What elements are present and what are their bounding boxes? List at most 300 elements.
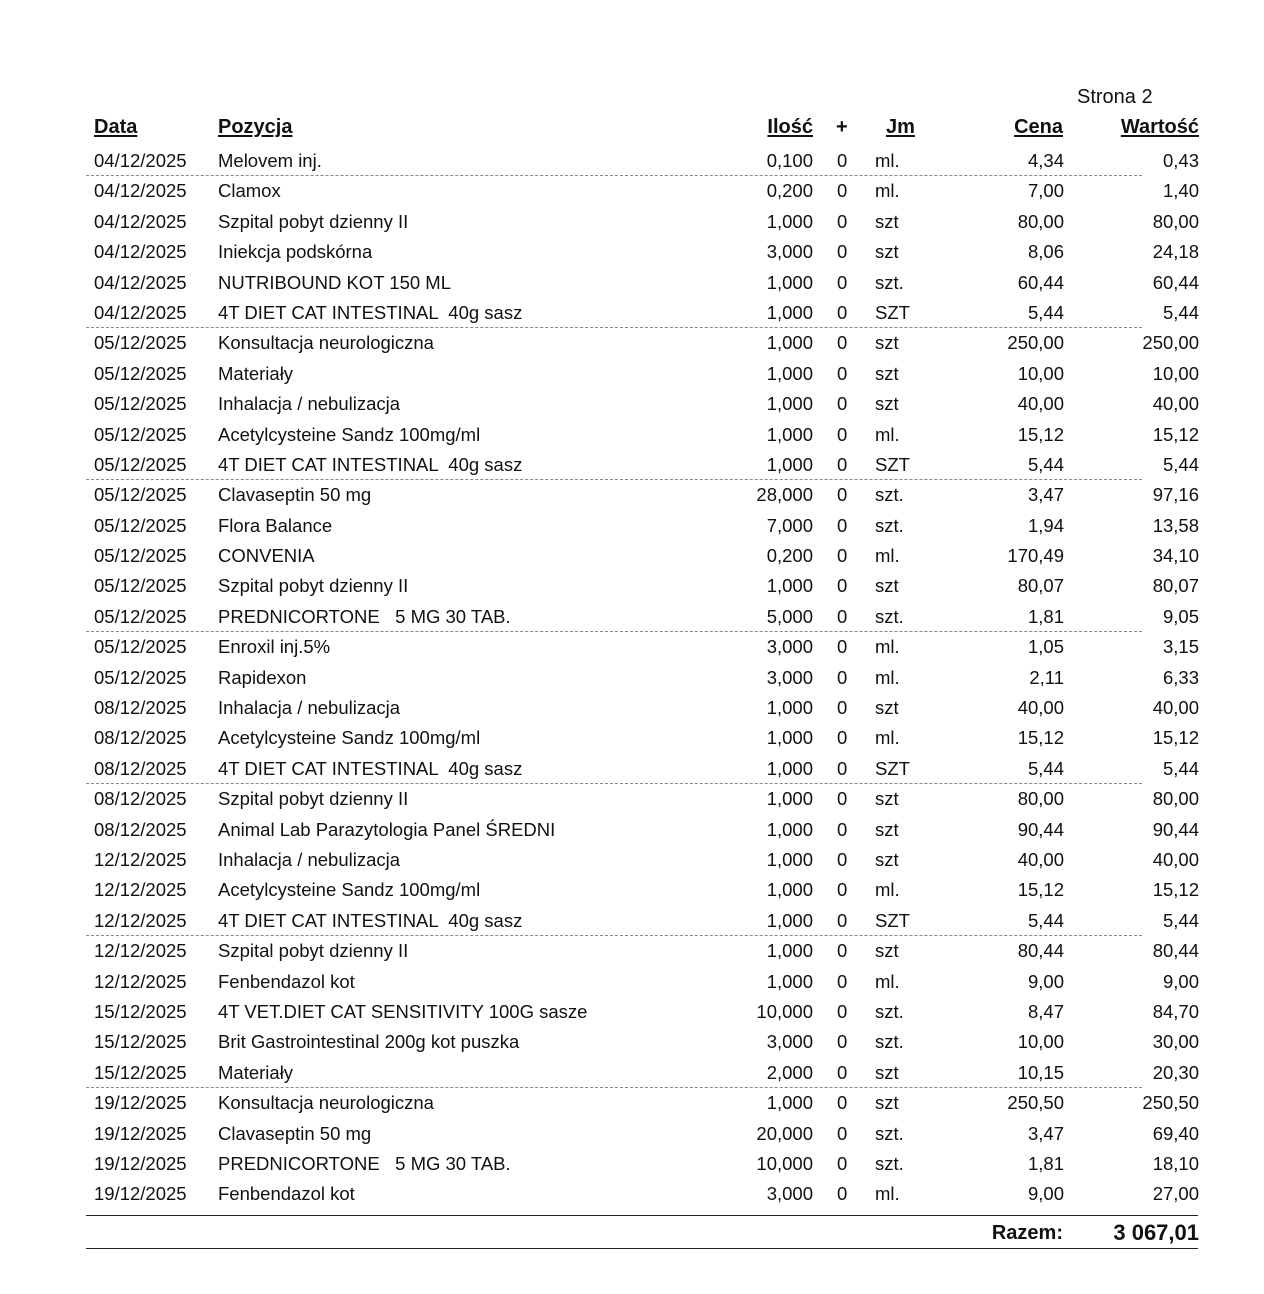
cell-price: 90,44 bbox=[1017, 818, 1064, 840]
cell-position: Flora Balance bbox=[218, 514, 333, 536]
cell-price: 4,34 bbox=[1027, 150, 1064, 171]
cell-unit: szt. bbox=[875, 271, 904, 293]
cell-value: 18,10 bbox=[1152, 1152, 1199, 1174]
cell-value: 97,16 bbox=[1152, 484, 1199, 506]
cell-value: 5,44 bbox=[1162, 301, 1199, 323]
cell-qty: 1,000 bbox=[766, 970, 813, 992]
cell-plus: 0 bbox=[837, 818, 848, 840]
cell-qty: 1,000 bbox=[766, 727, 813, 749]
cell-qty: 3,000 bbox=[766, 241, 813, 263]
cell-date: 19/12/2025 bbox=[94, 1092, 187, 1114]
table-row bbox=[0, 268, 1264, 298]
table-row bbox=[0, 1119, 1264, 1149]
cell-value: 90,44 bbox=[1152, 818, 1199, 840]
cell-plus: 0 bbox=[837, 1000, 848, 1022]
cell-date: 05/12/2025 bbox=[94, 423, 187, 445]
cell-date: 05/12/2025 bbox=[94, 332, 187, 354]
cell-qty: 1,000 bbox=[766, 271, 813, 293]
cell-unit: szt bbox=[875, 362, 899, 384]
cell-qty: 1,000 bbox=[766, 301, 813, 323]
cell-date: 05/12/2025 bbox=[94, 453, 187, 475]
cell-unit: szt bbox=[875, 393, 899, 415]
cell-price: 3,47 bbox=[1027, 1122, 1064, 1144]
cell-price: 7,00 bbox=[1027, 180, 1064, 202]
cell-position: CONVENIA bbox=[218, 545, 315, 567]
row-separator bbox=[86, 783, 1142, 784]
cell-qty: 1,000 bbox=[766, 575, 813, 597]
table-row bbox=[0, 237, 1264, 267]
table-row bbox=[0, 845, 1264, 875]
cell-unit: ml. bbox=[875, 970, 900, 992]
cell-date: 08/12/2025 bbox=[94, 788, 187, 810]
cell-plus: 0 bbox=[837, 697, 848, 719]
cell-price: 10,15 bbox=[1017, 1061, 1064, 1083]
cell-qty: 1,000 bbox=[766, 818, 813, 840]
cell-qty: 1,000 bbox=[766, 697, 813, 719]
cell-qty: 3,000 bbox=[766, 636, 813, 658]
row-separator bbox=[86, 935, 1142, 936]
cell-price: 1,94 bbox=[1027, 514, 1064, 536]
cell-plus: 0 bbox=[837, 271, 848, 293]
cell-qty: 1,000 bbox=[766, 423, 813, 445]
cell-position: Szpital pobyt dzienny II bbox=[218, 788, 409, 810]
cell-value: 10,00 bbox=[1152, 362, 1199, 384]
cell-qty: 1,000 bbox=[766, 879, 813, 901]
header-date: Data bbox=[94, 116, 138, 138]
cell-price: 15,12 bbox=[1017, 879, 1064, 901]
cell-position: Enroxil inj.5% bbox=[218, 636, 331, 658]
cell-position: Animal Lab Parazytologia Panel ŚREDNI bbox=[218, 818, 556, 840]
cell-date: 15/12/2025 bbox=[94, 1031, 187, 1053]
cell-date: 04/12/2025 bbox=[94, 150, 187, 171]
cell-price: 80,00 bbox=[1017, 788, 1064, 810]
cell-price: 3,47 bbox=[1027, 484, 1064, 506]
cell-position: Clamox bbox=[218, 180, 281, 202]
cell-position: Clavaseptin 50 mg bbox=[218, 484, 372, 506]
table-row bbox=[0, 997, 1264, 1027]
cell-unit: szt bbox=[875, 210, 899, 232]
cell-price: 2,11 bbox=[1029, 666, 1064, 688]
cell-value: 13,58 bbox=[1152, 514, 1199, 536]
cell-price: 15,12 bbox=[1017, 423, 1064, 445]
cell-position: Brit Gastrointestinal 200g kot puszka bbox=[218, 1031, 520, 1053]
cell-position: Konsultacja neurologiczna bbox=[218, 332, 434, 354]
table-row bbox=[0, 420, 1264, 450]
cell-value: 69,40 bbox=[1152, 1122, 1199, 1144]
cell-value: 0,43 bbox=[1162, 150, 1199, 171]
cell-value: 40,00 bbox=[1152, 393, 1199, 415]
table-row bbox=[0, 450, 1264, 480]
cell-position: Acetylcysteine Sandz 100mg/ml bbox=[218, 879, 481, 901]
cell-plus: 0 bbox=[837, 727, 848, 749]
cell-date: 05/12/2025 bbox=[94, 636, 187, 658]
table-row bbox=[0, 1088, 1264, 1118]
header-position: Pozycja bbox=[218, 116, 293, 138]
cell-date: 05/12/2025 bbox=[94, 393, 187, 415]
cell-qty: 0,200 bbox=[766, 180, 813, 202]
total-divider-top bbox=[86, 1215, 1198, 1216]
cell-position: Szpital pobyt dzienny II bbox=[218, 210, 409, 232]
cell-unit: SZT bbox=[875, 909, 910, 931]
cell-plus: 0 bbox=[837, 241, 848, 263]
cell-qty: 10,000 bbox=[756, 1152, 813, 1174]
cell-value: 250,00 bbox=[1142, 332, 1199, 354]
row-separator bbox=[86, 631, 1142, 632]
cell-plus: 0 bbox=[837, 1183, 848, 1205]
table-row bbox=[0, 1058, 1264, 1088]
cell-position: Acetylcysteine Sandz 100mg/ml bbox=[218, 423, 481, 445]
cell-unit: szt bbox=[875, 818, 899, 840]
cell-unit: szt bbox=[875, 697, 899, 719]
cell-position: Szpital pobyt dzienny II bbox=[218, 940, 409, 962]
cell-price: 80,44 bbox=[1017, 940, 1064, 962]
cell-date: 12/12/2025 bbox=[94, 909, 187, 931]
cell-date: 08/12/2025 bbox=[94, 697, 187, 719]
cell-unit: szt. bbox=[875, 1031, 904, 1053]
cell-unit: szt. bbox=[875, 605, 904, 627]
cell-date: 04/12/2025 bbox=[94, 241, 187, 263]
cell-qty: 1,000 bbox=[766, 757, 813, 779]
cell-qty: 1,000 bbox=[766, 393, 813, 415]
cell-qty: 1,000 bbox=[766, 362, 813, 384]
cell-plus: 0 bbox=[837, 393, 848, 415]
table-row bbox=[0, 207, 1264, 237]
cell-value: 5,44 bbox=[1162, 757, 1199, 779]
cell-price: 1,81 bbox=[1027, 1152, 1064, 1174]
cell-position: 4T VET.DIET CAT SENSITIVITY 100G sasze bbox=[218, 1000, 588, 1022]
cell-price: 40,00 bbox=[1017, 848, 1064, 870]
cell-unit: ml. bbox=[875, 636, 900, 658]
table-row bbox=[0, 389, 1264, 419]
cell-unit: szt bbox=[875, 1061, 899, 1083]
table-row bbox=[0, 632, 1264, 662]
cell-qty: 3,000 bbox=[766, 1183, 813, 1205]
table-row bbox=[0, 1027, 1264, 1057]
row-separator bbox=[86, 479, 1142, 480]
cell-value: 40,00 bbox=[1152, 697, 1199, 719]
cell-unit: ml. bbox=[875, 180, 900, 202]
cell-qty: 1,000 bbox=[766, 788, 813, 810]
cell-value: 5,44 bbox=[1162, 453, 1199, 475]
cell-unit: ml. bbox=[875, 879, 900, 901]
cell-unit: ml. bbox=[875, 666, 900, 688]
cell-plus: 0 bbox=[837, 1092, 848, 1114]
table-row bbox=[0, 754, 1264, 784]
cell-qty: 1,000 bbox=[766, 848, 813, 870]
cell-position: PREDNICORTONE 5 MG 30 TAB. bbox=[218, 1152, 511, 1174]
cell-date: 08/12/2025 bbox=[94, 818, 187, 840]
cell-plus: 0 bbox=[837, 484, 848, 506]
cell-date: 12/12/2025 bbox=[94, 940, 187, 962]
cell-date: 19/12/2025 bbox=[94, 1183, 187, 1205]
cell-date: 05/12/2025 bbox=[94, 666, 187, 688]
table-row bbox=[0, 906, 1264, 936]
row-separator bbox=[86, 1087, 1142, 1088]
cell-value: 24,18 bbox=[1152, 241, 1199, 263]
table-row bbox=[0, 936, 1264, 966]
cell-date: 15/12/2025 bbox=[94, 1000, 187, 1022]
cell-qty: 1,000 bbox=[766, 909, 813, 931]
cell-plus: 0 bbox=[837, 1152, 848, 1174]
cell-plus: 0 bbox=[837, 970, 848, 992]
cell-price: 5,44 bbox=[1027, 909, 1064, 931]
cell-value: 5,44 bbox=[1162, 909, 1199, 931]
cell-qty: 1,000 bbox=[766, 453, 813, 475]
cell-qty: 1,000 bbox=[766, 332, 813, 354]
cell-date: 05/12/2025 bbox=[94, 605, 187, 627]
cell-qty: 2,000 bbox=[766, 1061, 813, 1083]
cell-value: 40,00 bbox=[1152, 848, 1199, 870]
cell-price: 9,00 bbox=[1027, 970, 1064, 992]
cell-plus: 0 bbox=[837, 940, 848, 962]
cell-unit: szt. bbox=[875, 514, 904, 536]
cell-value: 60,44 bbox=[1152, 271, 1199, 293]
cell-price: 8,06 bbox=[1027, 241, 1064, 263]
cell-plus: 0 bbox=[837, 788, 848, 810]
table-row bbox=[0, 967, 1264, 997]
header-qty: Ilość bbox=[767, 116, 813, 138]
cell-price: 15,12 bbox=[1017, 727, 1064, 749]
cell-position: Rapidexon bbox=[218, 666, 307, 688]
cell-date: 08/12/2025 bbox=[94, 757, 187, 779]
cell-date: 04/12/2025 bbox=[94, 301, 187, 323]
cell-position: Clavaseptin 50 mg bbox=[218, 1122, 372, 1144]
cell-date: 12/12/2025 bbox=[94, 848, 187, 870]
cell-price: 5,44 bbox=[1027, 301, 1064, 323]
cell-value: 15,12 bbox=[1152, 727, 1199, 749]
cell-date: 05/12/2025 bbox=[94, 484, 187, 506]
cell-plus: 0 bbox=[837, 909, 848, 931]
cell-date: 15/12/2025 bbox=[94, 1061, 187, 1083]
cell-qty: 10,000 bbox=[756, 1000, 813, 1022]
table-row bbox=[0, 723, 1264, 753]
cell-price: 170,49 bbox=[1007, 545, 1064, 567]
cell-price: 80,00 bbox=[1017, 210, 1064, 232]
cell-date: 04/12/2025 bbox=[94, 210, 187, 232]
cell-date: 12/12/2025 bbox=[94, 970, 187, 992]
cell-value: 30,00 bbox=[1152, 1031, 1199, 1053]
cell-price: 9,00 bbox=[1027, 1183, 1064, 1205]
cell-qty: 1,000 bbox=[766, 940, 813, 962]
cell-price: 80,07 bbox=[1017, 575, 1064, 597]
row-separator bbox=[86, 327, 1142, 328]
header-unit: Jm bbox=[886, 116, 915, 138]
cell-unit: ml. bbox=[875, 423, 900, 445]
cell-position: 4T DIET CAT INTESTINAL 40g sasz bbox=[218, 909, 523, 931]
cell-unit: szt bbox=[875, 940, 899, 962]
cell-unit: szt bbox=[875, 848, 899, 870]
cell-unit: szt. bbox=[875, 484, 904, 506]
cell-date: 08/12/2025 bbox=[94, 727, 187, 749]
cell-value: 20,30 bbox=[1152, 1061, 1199, 1083]
cell-position: Inhalacja / nebulizacja bbox=[218, 848, 401, 870]
cell-date: 19/12/2025 bbox=[94, 1122, 187, 1144]
cell-position: Iniekcja podskórna bbox=[218, 241, 373, 263]
cell-unit: ml. bbox=[875, 545, 900, 567]
cell-unit: szt. bbox=[875, 1000, 904, 1022]
cell-unit: SZT bbox=[875, 453, 910, 475]
table-row bbox=[0, 359, 1264, 389]
table-row bbox=[0, 1149, 1264, 1179]
cell-date: 04/12/2025 bbox=[94, 271, 187, 293]
cell-unit: szt bbox=[875, 1092, 899, 1114]
cell-plus: 0 bbox=[837, 879, 848, 901]
cell-plus: 0 bbox=[837, 666, 848, 688]
cell-price: 250,00 bbox=[1007, 332, 1064, 354]
cell-date: 05/12/2025 bbox=[94, 514, 187, 536]
cell-unit: szt bbox=[875, 241, 899, 263]
cell-value: 80,07 bbox=[1152, 575, 1199, 597]
cell-qty: 7,000 bbox=[766, 514, 813, 536]
cell-position: Inhalacja / nebulizacja bbox=[218, 393, 401, 415]
cell-value: 1,40 bbox=[1162, 180, 1199, 202]
cell-position: PREDNICORTONE 5 MG 30 TAB. bbox=[218, 605, 511, 627]
cell-price: 5,44 bbox=[1027, 453, 1064, 475]
cell-date: 05/12/2025 bbox=[94, 362, 187, 384]
table-row bbox=[0, 663, 1264, 693]
table-row bbox=[0, 298, 1264, 328]
table-row bbox=[0, 693, 1264, 723]
cell-value: 80,44 bbox=[1152, 940, 1199, 962]
cell-price: 1,05 bbox=[1027, 636, 1064, 658]
cell-value: 80,00 bbox=[1152, 210, 1199, 232]
cell-unit: ml. bbox=[875, 727, 900, 749]
cell-price: 10,00 bbox=[1017, 1031, 1064, 1053]
table-row bbox=[0, 1179, 1264, 1209]
cell-plus: 0 bbox=[837, 453, 848, 475]
cell-unit: szt bbox=[875, 575, 899, 597]
cell-price: 40,00 bbox=[1017, 393, 1064, 415]
cell-date: 19/12/2025 bbox=[94, 1152, 187, 1174]
cell-position: Materiały bbox=[218, 362, 294, 384]
cell-position: NUTRIBOUND KOT 150 ML bbox=[218, 271, 452, 293]
table-row bbox=[0, 875, 1264, 905]
cell-price: 10,00 bbox=[1017, 362, 1064, 384]
cell-value: 9,00 bbox=[1162, 970, 1199, 992]
table-row bbox=[0, 541, 1264, 571]
cell-plus: 0 bbox=[837, 301, 848, 323]
cell-price: 5,44 bbox=[1027, 757, 1064, 779]
cell-position: Acetylcysteine Sandz 100mg/ml bbox=[218, 727, 481, 749]
header-plus: + bbox=[836, 116, 848, 138]
cell-value: 15,12 bbox=[1152, 423, 1199, 445]
cell-position: 4T DIET CAT INTESTINAL 40g sasz bbox=[218, 453, 523, 475]
cell-value: 80,00 bbox=[1152, 788, 1199, 810]
table-row bbox=[0, 328, 1264, 358]
cell-date: 05/12/2025 bbox=[94, 545, 187, 567]
table-row bbox=[0, 146, 1264, 176]
cell-position: 4T DIET CAT INTESTINAL 40g sasz bbox=[218, 757, 523, 779]
cell-unit: SZT bbox=[875, 301, 910, 323]
cell-qty: 3,000 bbox=[766, 1031, 813, 1053]
cell-price: 40,00 bbox=[1017, 697, 1064, 719]
cell-unit: szt bbox=[875, 332, 899, 354]
cell-plus: 0 bbox=[837, 423, 848, 445]
cell-qty: 5,000 bbox=[766, 605, 813, 627]
cell-unit: SZT bbox=[875, 757, 910, 779]
cell-value: 84,70 bbox=[1152, 1000, 1199, 1022]
total-label: Razem: bbox=[991, 1222, 1063, 1244]
cell-plus: 0 bbox=[837, 636, 848, 658]
cell-plus: 0 bbox=[837, 362, 848, 384]
cell-qty: 28,000 bbox=[756, 484, 813, 506]
cell-position: 4T DIET CAT INTESTINAL 40g sasz bbox=[218, 301, 523, 323]
table-header bbox=[0, 116, 1264, 146]
cell-qty: 1,000 bbox=[766, 1092, 813, 1114]
cell-price: 8,47 bbox=[1027, 1000, 1064, 1022]
cell-unit: szt. bbox=[875, 1152, 904, 1174]
cell-position: Konsultacja neurologiczna bbox=[218, 1092, 434, 1114]
header-price: Cena bbox=[1014, 116, 1063, 138]
cell-plus: 0 bbox=[837, 757, 848, 779]
cell-plus: 0 bbox=[837, 1061, 848, 1083]
cell-value: 34,10 bbox=[1152, 545, 1199, 567]
table-row bbox=[0, 602, 1264, 632]
cell-plus: 0 bbox=[837, 150, 848, 171]
row-separator bbox=[86, 175, 1142, 176]
page-number: Strona 2 bbox=[1077, 86, 1153, 108]
cell-position: Materiały bbox=[218, 1061, 294, 1083]
cell-plus: 0 bbox=[837, 210, 848, 232]
cell-date: 04/12/2025 bbox=[94, 180, 187, 202]
cell-unit: szt. bbox=[875, 1122, 904, 1144]
cell-value: 9,05 bbox=[1162, 605, 1199, 627]
cell-qty: 0,100 bbox=[766, 150, 813, 171]
table-row bbox=[0, 511, 1264, 541]
total-value: 3 067,01 bbox=[1113, 1220, 1199, 1245]
cell-position: Fenbendazol kot bbox=[218, 970, 355, 992]
cell-price: 250,50 bbox=[1007, 1092, 1064, 1114]
table-row bbox=[0, 176, 1264, 206]
cell-qty: 3,000 bbox=[766, 666, 813, 688]
items-table bbox=[0, 146, 1264, 1210]
cell-unit: ml. bbox=[875, 1183, 900, 1205]
cell-position: Inhalacja / nebulizacja bbox=[218, 697, 401, 719]
cell-unit: szt bbox=[875, 788, 899, 810]
cell-plus: 0 bbox=[837, 545, 848, 567]
table-row bbox=[0, 815, 1264, 845]
cell-price: 60,44 bbox=[1017, 271, 1064, 293]
cell-value: 15,12 bbox=[1152, 879, 1199, 901]
cell-value: 27,00 bbox=[1152, 1183, 1199, 1205]
table-row bbox=[0, 480, 1264, 510]
cell-position: Szpital pobyt dzienny II bbox=[218, 575, 409, 597]
cell-position: Melovem inj. bbox=[218, 150, 322, 171]
total-divider-bottom bbox=[86, 1248, 1198, 1249]
cell-plus: 0 bbox=[837, 332, 848, 354]
cell-value: 250,50 bbox=[1142, 1092, 1199, 1114]
cell-plus: 0 bbox=[837, 848, 848, 870]
cell-plus: 0 bbox=[837, 1031, 848, 1053]
cell-plus: 0 bbox=[837, 605, 848, 627]
cell-position: Fenbendazol kot bbox=[218, 1183, 355, 1205]
cell-plus: 0 bbox=[837, 575, 848, 597]
cell-date: 12/12/2025 bbox=[94, 879, 187, 901]
table-row bbox=[0, 571, 1264, 601]
cell-plus: 0 bbox=[837, 180, 848, 202]
cell-unit: ml. bbox=[875, 150, 900, 171]
cell-qty: 1,000 bbox=[766, 210, 813, 232]
table-row bbox=[0, 784, 1264, 814]
cell-plus: 0 bbox=[837, 514, 848, 536]
cell-value: 6,33 bbox=[1162, 666, 1199, 688]
cell-value: 3,15 bbox=[1162, 636, 1199, 658]
header-value: Wartość bbox=[1120, 116, 1199, 138]
cell-date: 05/12/2025 bbox=[94, 575, 187, 597]
cell-qty: 20,000 bbox=[756, 1122, 813, 1144]
cell-price: 1,81 bbox=[1027, 605, 1064, 627]
cell-qty: 0,200 bbox=[766, 545, 813, 567]
